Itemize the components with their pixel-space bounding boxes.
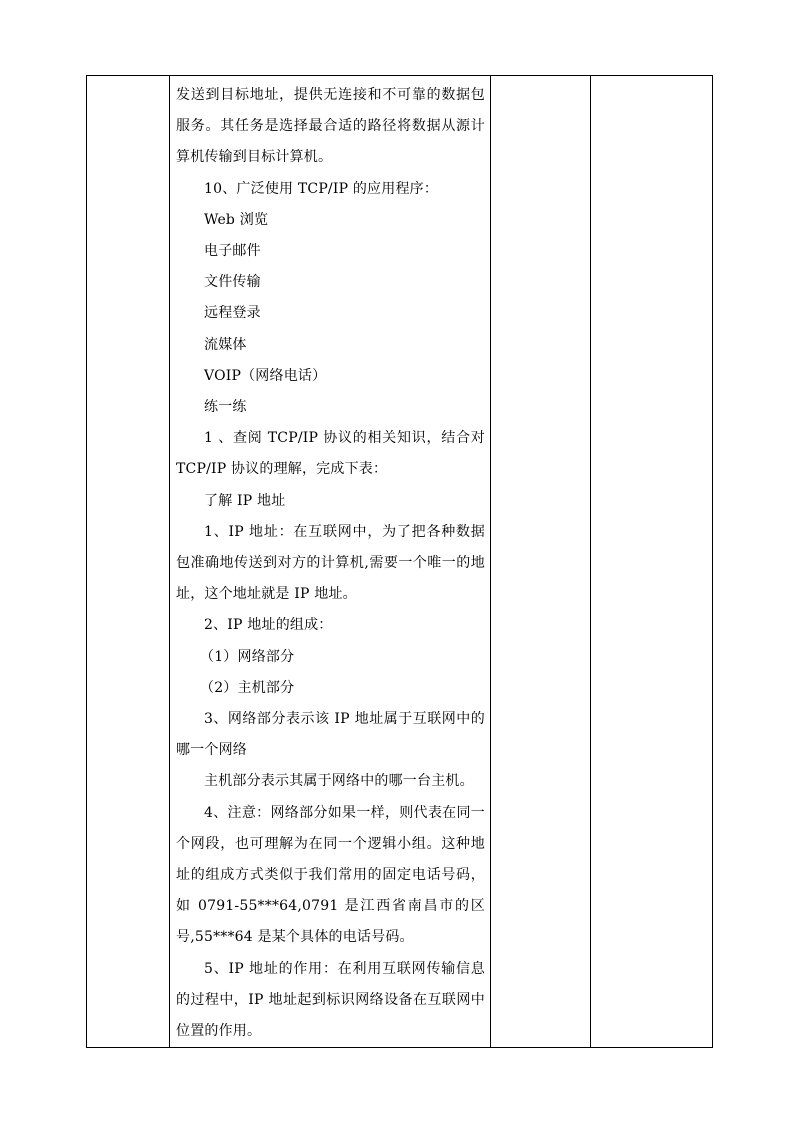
third-column-cell [491, 76, 591, 1048]
paragraph-7: VOIP（网络电话） [204, 367, 327, 384]
paragraph-4: 文件传输 [204, 274, 261, 291]
paragraph-11: 1、IP 地址：在互联网中，为了把各种数据包准确地传送到对方的计算机,需要一个唯一的地址，这个地址就是 IP 地址。 [176, 523, 485, 603]
paragraph-16: 主机部分表示其属于网络中的哪一台主机。 [204, 773, 474, 790]
paragraph-15: 3、网络部分表示该 IP 地址属于互联网中的哪一个网络 [176, 711, 485, 759]
paragraph-0: 发送到目标地址，提供无连接和不可靠的数据包服务。其任务是选择最合适的路径将数据从源计算机传输到目标计算机。 [176, 87, 485, 166]
table-row [87, 76, 713, 1048]
left-column-cell [87, 76, 170, 1048]
paragraph-6: 流媒体 [204, 336, 247, 353]
paragraph-18: 5、IP 地址的作用：在利用互联网传输信息的过程中，IP 地址起到标识网络设备在互联网中位置的作用。 [176, 960, 485, 1040]
paragraph-17: 4、注意：网络部分如果一样，则代表在同一个网段，也可理解为在同一个逻辑小组。这种地址的组成方式类似于我们常用的固定电话号码，如 0791-55***64,0791 是江西省南昌市的区号,55***64 是某个具体的电话号码。 [176, 804, 485, 946]
paragraph-10: 了解 IP 地址 [204, 492, 286, 509]
content-column-cell [170, 76, 491, 1048]
paragraph-13: （1）网络部分 [200, 648, 295, 665]
paragraph-14: （2）主机部分 [200, 679, 295, 696]
paragraph-5: 远程登录 [204, 305, 261, 322]
paragraph-3: 电子邮件 [204, 243, 261, 260]
lesson-plan-table [86, 75, 713, 1048]
paragraph-1: 10、广泛使用 TCP/IP 的应用程序： [204, 180, 439, 197]
paragraph-12: 2、IP 地址的组成： [204, 617, 333, 634]
paragraph-9: 1 、查阅 TCP/IP 协议的相关知识，结合对 TCP/IP 协议的理解，完成下表： [176, 430, 485, 478]
paragraph-8: 练一练 [204, 399, 247, 416]
paragraph-2: Web 浏览 [204, 211, 269, 228]
fourth-column-cell [591, 76, 713, 1048]
content-text [170, 76, 490, 1047]
